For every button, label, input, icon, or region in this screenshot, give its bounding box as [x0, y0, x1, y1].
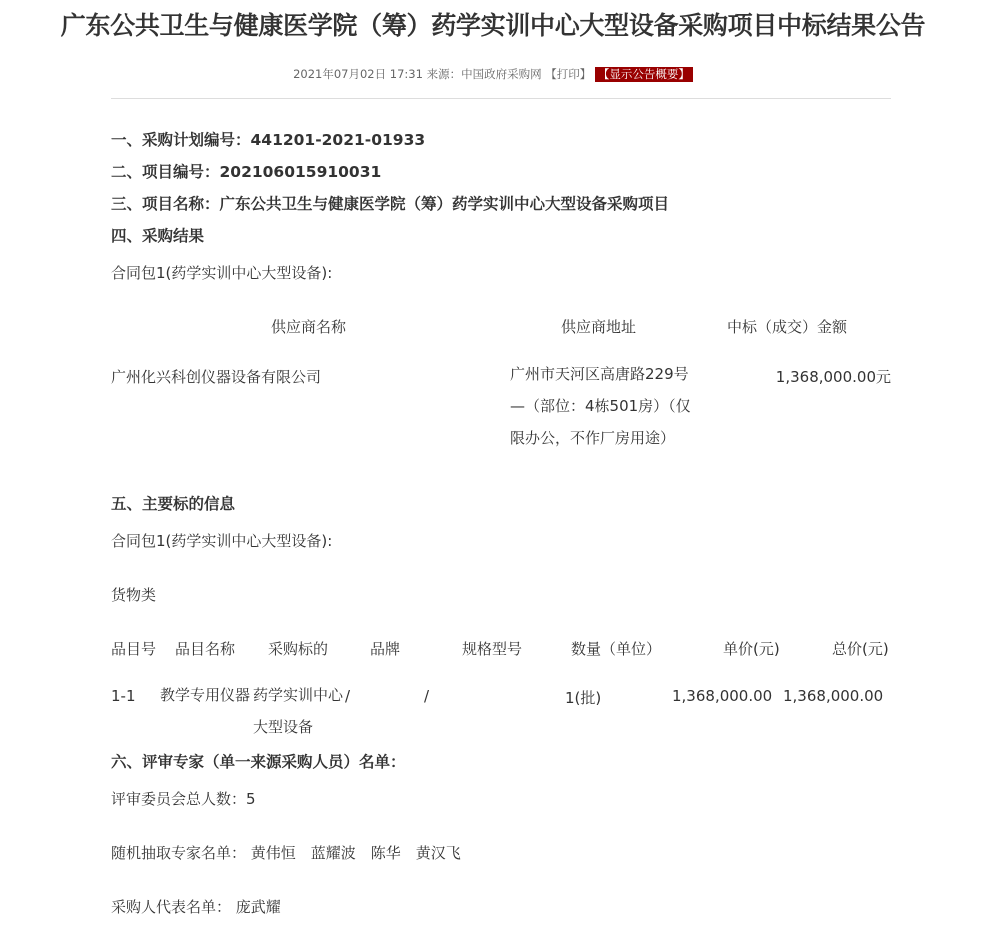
- target-heading: 五、主要标的信息: [111, 495, 236, 513]
- source-name: 中国政府采购网: [461, 67, 542, 81]
- header-target: 采购标的: [268, 640, 329, 658]
- print-link[interactable]: 【打印】: [545, 67, 592, 81]
- supplier-address: 广州市天河区高唐路229号—（部位：4栋501房）（仅限办公，不作厂房用途）: [510, 365, 691, 447]
- award-amount: 1,368,000.00元: [775, 368, 891, 386]
- item-target: 药学实训中心大型设备: [253, 686, 344, 736]
- header-quantity: 数量（单位）: [571, 640, 662, 658]
- item-name: 教学专用仪器: [160, 686, 251, 704]
- divider: [111, 98, 891, 99]
- item-total-price: 1,368,000.00: [783, 687, 884, 705]
- supplier-name: 广州化兴科创仪器设备有限公司: [111, 368, 322, 386]
- header-model: 规格型号: [462, 640, 523, 658]
- package-label-2: 合同包1(药学实训中心大型设备):: [111, 532, 333, 550]
- page-title: 广东公共卫生与健康医学院（筹）药学实训中心大型设备采购项目中标结果公告: [60, 11, 926, 40]
- header-item-name: 品目名称: [175, 640, 236, 658]
- header-item-no: 品目号: [111, 640, 157, 658]
- plan-number: 一、采购计划编号：441201-2021-01933: [111, 131, 426, 149]
- committee-count: 评审委员会总人数：5: [111, 790, 256, 808]
- header-award-amount: 中标（成交）金额: [727, 318, 848, 336]
- goods-type: 货物类: [111, 586, 157, 604]
- representative-list: 采购人代表名单： 庞武耀: [111, 898, 281, 916]
- item-model: /: [424, 687, 430, 705]
- source-label: 来源：: [426, 67, 462, 81]
- project-name: 三、项目名称：广东公共卫生与健康医学院（筹）药学实训中心大型设备采购项目: [111, 195, 670, 213]
- item-brand: /: [345, 687, 351, 705]
- result-heading: 四、采购结果: [111, 227, 205, 245]
- publish-datetime: 2021年07月02日 17:31: [293, 67, 423, 81]
- meta-bar: [0, 66, 986, 82]
- project-number: 二、项目编号：202106015910031: [111, 163, 382, 181]
- expert-heading: 六、评审专家（单一来源采购人员）名单：: [111, 753, 406, 771]
- item-unit-price: 1,368,000.00: [672, 687, 773, 705]
- item-quantity: 1(批): [565, 689, 602, 707]
- expert-list: 随机抽取专家名单： 黄伟恒 蓝耀波 陈华 黄汉飞: [111, 844, 461, 862]
- header-brand: 品牌: [370, 640, 401, 658]
- item-no: 1-1: [111, 687, 136, 705]
- header-total-price: 总价(元): [832, 640, 889, 658]
- header-supplier-address: 供应商地址: [561, 318, 637, 336]
- header-supplier-name: 供应商名称: [271, 318, 347, 336]
- show-summary-button[interactable]: 【显示公告概要】: [595, 67, 693, 82]
- header-unit-price: 单价(元): [723, 640, 780, 658]
- package-label: 合同包1(药学实训中心大型设备):: [111, 264, 333, 282]
